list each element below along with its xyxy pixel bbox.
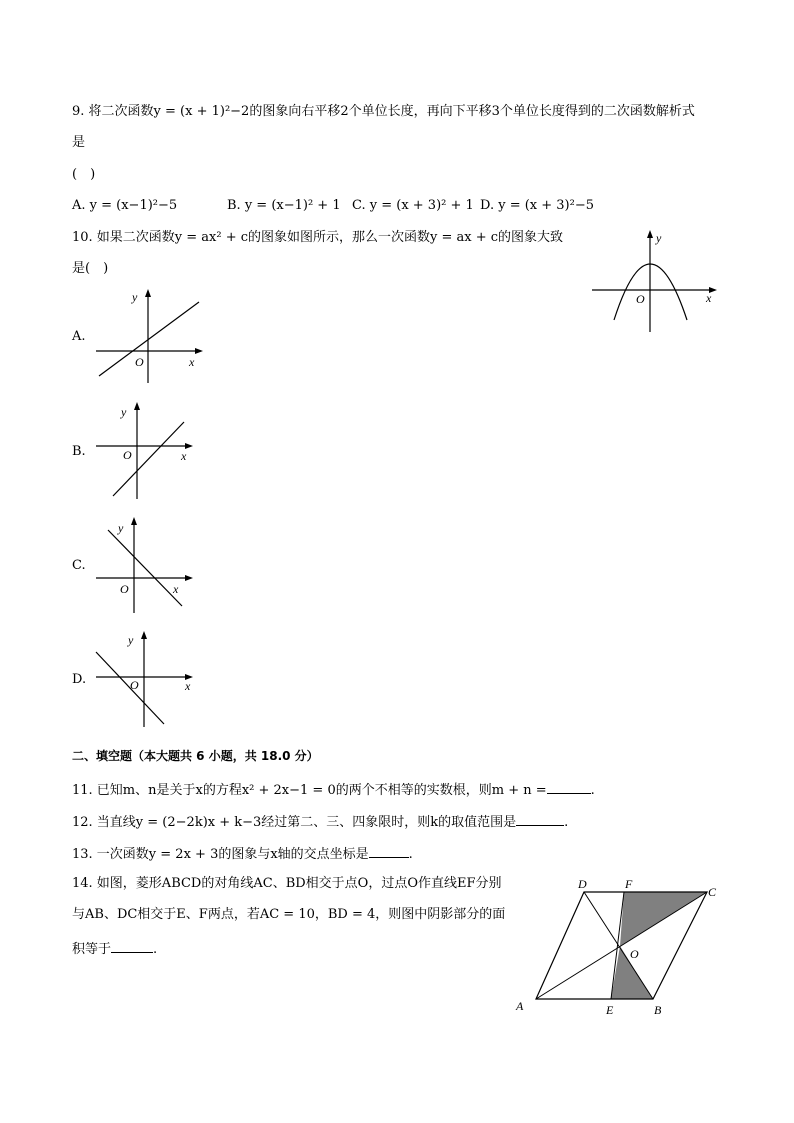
q14-line2: 与AB、DC相交于E、F两点，若AC = 10，BD = 4，则图中阴影部分的面 <box>72 907 506 922</box>
x-axis-arrow-icon <box>195 348 203 354</box>
q13-answer-blank <box>369 843 409 858</box>
q12-answer-blank <box>516 811 564 826</box>
q10-option-a-label: A. <box>72 329 86 344</box>
point-c-label: C <box>708 885 717 899</box>
q9-option-b: B. y = (x−1)² + 1 <box>227 198 341 213</box>
point-a-label: A <box>516 999 524 1013</box>
point-o-label: O <box>630 947 639 961</box>
q9-bracket: ( ) <box>72 167 96 182</box>
option-b-graph <box>94 400 199 502</box>
y-axis-arrow-icon <box>134 402 140 410</box>
svg-text:x: x <box>181 449 187 463</box>
q9-line1: 9. 将二次函数y = (x + 1)²−2的图象向右平移2个单位长度，再向下平移3个单位长度得到的二次函数解析式 <box>72 104 695 119</box>
q10-option-d-label: D. <box>72 672 87 687</box>
q10-line2: 是( ) <box>72 261 109 276</box>
origin-label: O <box>636 292 645 306</box>
x-axis-arrow-icon <box>185 575 193 581</box>
svg-text:x: x <box>189 355 195 369</box>
y-axis-arrow-icon <box>141 631 147 639</box>
q9-option-d: D. y = (x + 3)²−5 <box>480 198 595 213</box>
svg-text:y: y <box>118 521 124 535</box>
line-a <box>99 302 199 376</box>
option-d-graph <box>94 628 199 730</box>
option-a-graph <box>94 286 209 386</box>
q9-option-a: A. y = (x−1)²−5 <box>72 198 178 213</box>
y-axis-arrow-icon <box>647 230 653 238</box>
svg-text:y: y <box>121 405 127 419</box>
q14-line1: 14. 如图，菱形ABCD的对角线AC、BD相交于点O，过点O作直线EF分别 <box>72 876 502 891</box>
y-label: y <box>656 231 662 245</box>
q10-option-c-label: C. <box>72 558 86 573</box>
rhombus-figure <box>510 872 730 1022</box>
svg-text:O: O <box>123 448 132 462</box>
point-b-label: B <box>654 1003 662 1017</box>
svg-text:x: x <box>185 679 191 693</box>
q9-line2: 是 <box>72 135 86 150</box>
point-e-label: E <box>606 1003 614 1017</box>
svg-text:y: y <box>128 633 134 647</box>
q10-line1: 10. 如果二次函数y = ax² + c的图象如图所示，那么一次函数y = ax + c的图象大致 <box>72 230 564 245</box>
y-axis-arrow-icon <box>145 289 151 297</box>
svg-text:O: O <box>120 582 129 596</box>
q14-line3: 积等于 . <box>72 938 157 959</box>
q10-option-b-label: B. <box>72 444 86 459</box>
svg-text:O: O <box>130 678 139 692</box>
point-f-label: F <box>625 877 633 891</box>
point-d-label: D <box>578 877 587 891</box>
option-c-graph <box>94 514 199 616</box>
y-axis-arrow-icon <box>131 517 137 525</box>
parabola-graph <box>590 228 720 336</box>
svg-text:y: y <box>132 290 138 304</box>
q11: 11. 已知m、n是关于x的方程x² + 2x−1 = 0的两个不相等的实数根，则m + n = . <box>72 779 595 800</box>
svg-text:O: O <box>135 355 144 369</box>
q11-answer-blank <box>547 779 591 794</box>
x-label: x <box>706 291 712 305</box>
q14-answer-blank <box>111 938 153 953</box>
q9-option-c: C. y = (x + 3)² + 1 <box>352 198 474 213</box>
q12: 12. 当直线y = (2−2k)x + k−3经过第二、三、四象限时，则k的取值范围是 . <box>72 811 568 832</box>
section2-title: 二、填空题（本大题共 6 小题，共 18.0 分） <box>72 749 319 763</box>
svg-text:x: x <box>173 582 179 596</box>
q13: 13. 一次函数y = 2x + 3的图象与x轴的交点坐标是 . <box>72 843 413 864</box>
